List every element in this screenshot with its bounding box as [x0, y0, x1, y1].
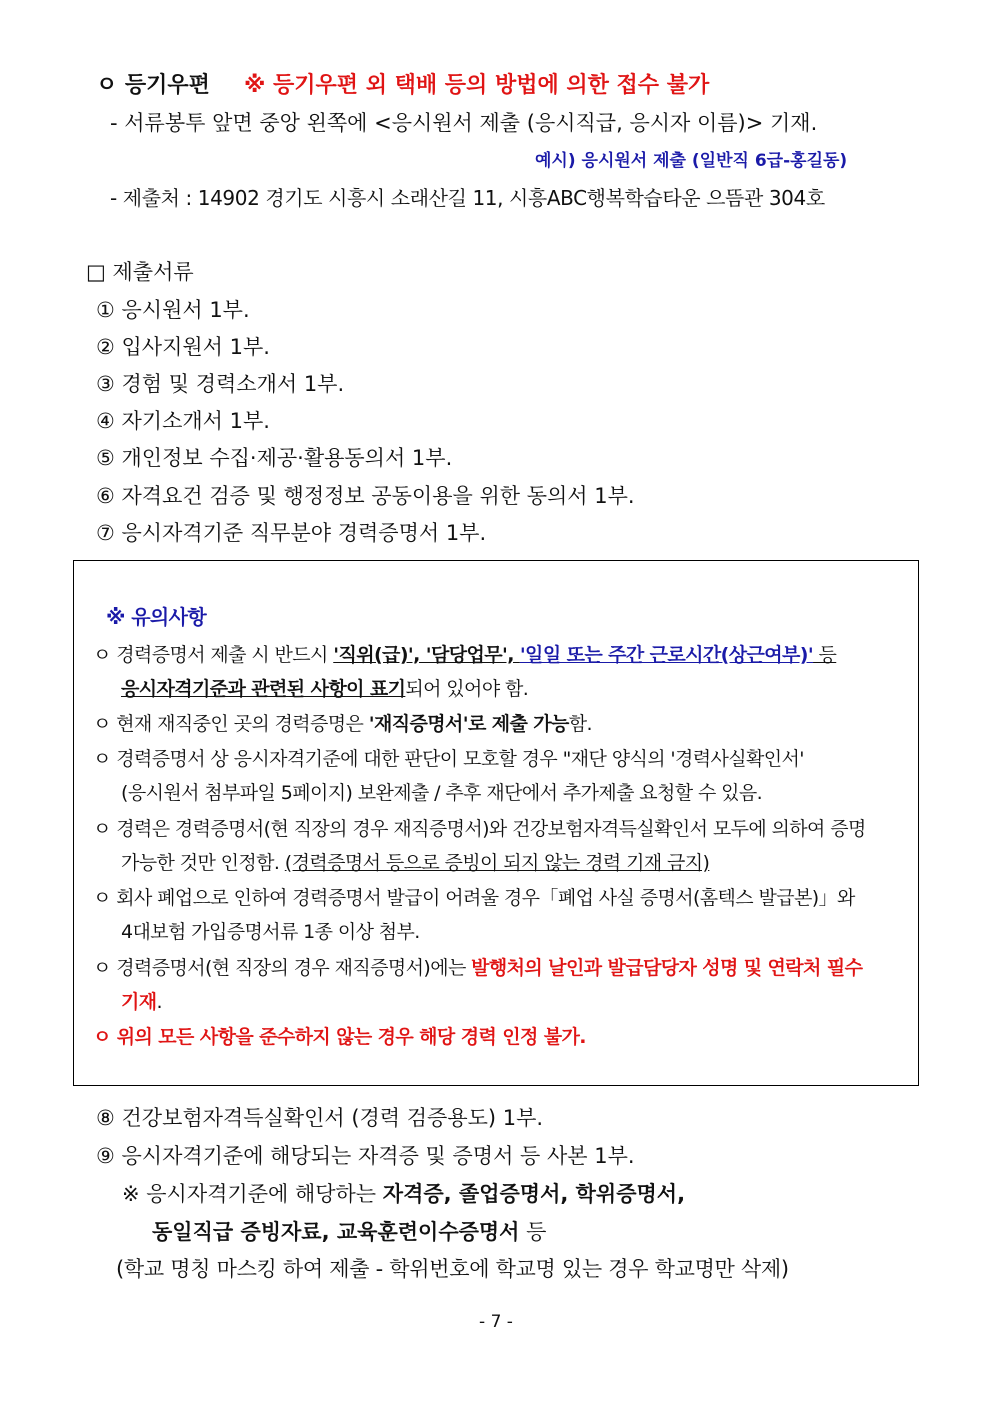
notice-item-3-cont: (응시원서 첨부파일 5페이지) 보완제출 / 추후 재단에서 추가제출 요청할 수 있음.	[121, 782, 763, 804]
notice-item-1-cont	[121, 676, 528, 702]
document-item-8: ⑧ 건강보험자격득실확인서 (경력 검증용도) 1부.	[96, 1106, 544, 1130]
notice-4-text: 가능한 것만 인정함.	[121, 852, 285, 874]
registered-mail-warning: ※ 등기우편 외 택배 등의 방법에 의한 접수 불가	[244, 73, 710, 98]
certificate-note-etc: 등	[519, 1220, 547, 1244]
notice-item-1	[93, 642, 836, 668]
notice-item-4: ㅇ 경력은 경력증명서(현 직장의 경우 재직증명서)와 건강보험자격득실확인서 모두에 의하여 증명	[93, 818, 866, 840]
certificate-list-2: 동일직급 증빙자료, 교육훈련이수증명서	[152, 1220, 520, 1244]
masking-note: (학교 명칭 마스킹 하여 제출 - 학위번호에 학교명 있는 경우 학교명만 삭제)	[116, 1257, 789, 1281]
notice-item-5: ㅇ 회사 폐업으로 인하여 경력증명서 발급이 어려울 경우「폐업 사실 증명서(홈텍스 발급본)」와	[93, 887, 855, 909]
document-item-6: ⑥ 자격요건 검증 및 행정정보 공동이용을 위한 동의서 1부.	[96, 484, 635, 508]
registered-mail-title: ㅇ 등기우편	[96, 73, 210, 98]
notice-1-hours: '일일 또는 주간 근로시간(상근여부)'	[519, 644, 814, 666]
document-item-1: ① 응시원서 1부.	[96, 298, 250, 322]
envelope-note: - 서류봉투 앞면 중앙 왼쪽에 <응시원서 제출 (응시직급, 응시자 이름)> 기재.	[110, 111, 818, 135]
notice-1-text: ㅇ 경력증명서 제출 시 반드시	[93, 644, 334, 666]
notice-item-2	[93, 711, 592, 737]
notice-2-end: 함.	[568, 713, 592, 735]
notice-6-required-2: 기재	[121, 991, 157, 1013]
notice-item-7: ㅇ 위의 모든 사항을 준수하지 않는 경우 해당 경력 인정 불가.	[93, 1026, 586, 1048]
notice-6-text: ㅇ 경력증명서(현 직장의 경우 재직증명서)에는	[93, 957, 472, 979]
document-item-2: ② 입사지원서 1부.	[96, 335, 270, 359]
document-item-9: ⑨ 응시자격기준에 해당되는 자격증 및 증명서 등 사본 1부.	[96, 1144, 635, 1168]
notice-2-text: ㅇ 현재 재직중인 곳의 경력증명은	[93, 713, 369, 735]
documents-heading: □ 제출서류	[86, 260, 194, 284]
certificate-note-text: ※ 응시자격기준에 해당하는	[122, 1182, 383, 1206]
notice-item-5-cont: 4대보험 가입증명서류 1종 이상 첨부.	[121, 921, 420, 943]
envelope-example: 예시) 응시원서 제출 (일반직 6급-홍길동)	[535, 151, 848, 171]
page-number: - 7 -	[479, 1312, 513, 1332]
submission-address: - 제출처 : 14902 경기도 시흥시 소래산길 11, 시흥ABC행복학습타운 으뜸관 304호	[110, 186, 825, 210]
notice-2-emphasis: '재직증명서'로 제출 가능	[368, 713, 569, 735]
certificate-note	[122, 1180, 685, 1208]
notice-1-end: 되어 있어야 함.	[405, 678, 529, 700]
notice-1-etc: 등	[813, 644, 837, 666]
certificate-list-1: 자격증, 졸업증명서, 학위증명서,	[382, 1182, 686, 1206]
document-item-7: ⑦ 응시자격기준 직무분야 경력증명서 1부.	[96, 521, 487, 545]
notice-title: ※ 유의사항	[106, 605, 207, 629]
notice-item-3: ㅇ 경력증명서 상 응시자격기준에 대한 판단이 모호할 경우 "재단 양식의 '경력사실확인서'	[93, 748, 804, 770]
notice-6-end: .	[156, 991, 162, 1013]
notice-1-emphasis: '직위(급)', '담당업무',	[333, 644, 520, 666]
document-item-3: ③ 경험 및 경력소개서 1부.	[96, 372, 345, 396]
notice-4-prohibition: (경력증명서 등으로 증빙이 되지 않는 경력 기재 금지)	[284, 852, 710, 874]
notice-item-6-cont	[121, 989, 162, 1015]
document-item-5: ⑤ 개인정보 수집·제공·활용동의서 1부.	[96, 446, 453, 470]
notice-item-6	[93, 955, 862, 981]
notice-item-4-cont	[121, 850, 709, 876]
certificate-note-cont	[152, 1218, 546, 1246]
notice-1-emphasis-2: 응시자격기준과 관련된 사항이 표기	[121, 678, 406, 700]
notice-6-required: 발행처의 날인과 발급담당자 성명 및 연락처 필수	[471, 957, 863, 979]
document-item-4: ④ 자기소개서 1부.	[96, 409, 270, 433]
